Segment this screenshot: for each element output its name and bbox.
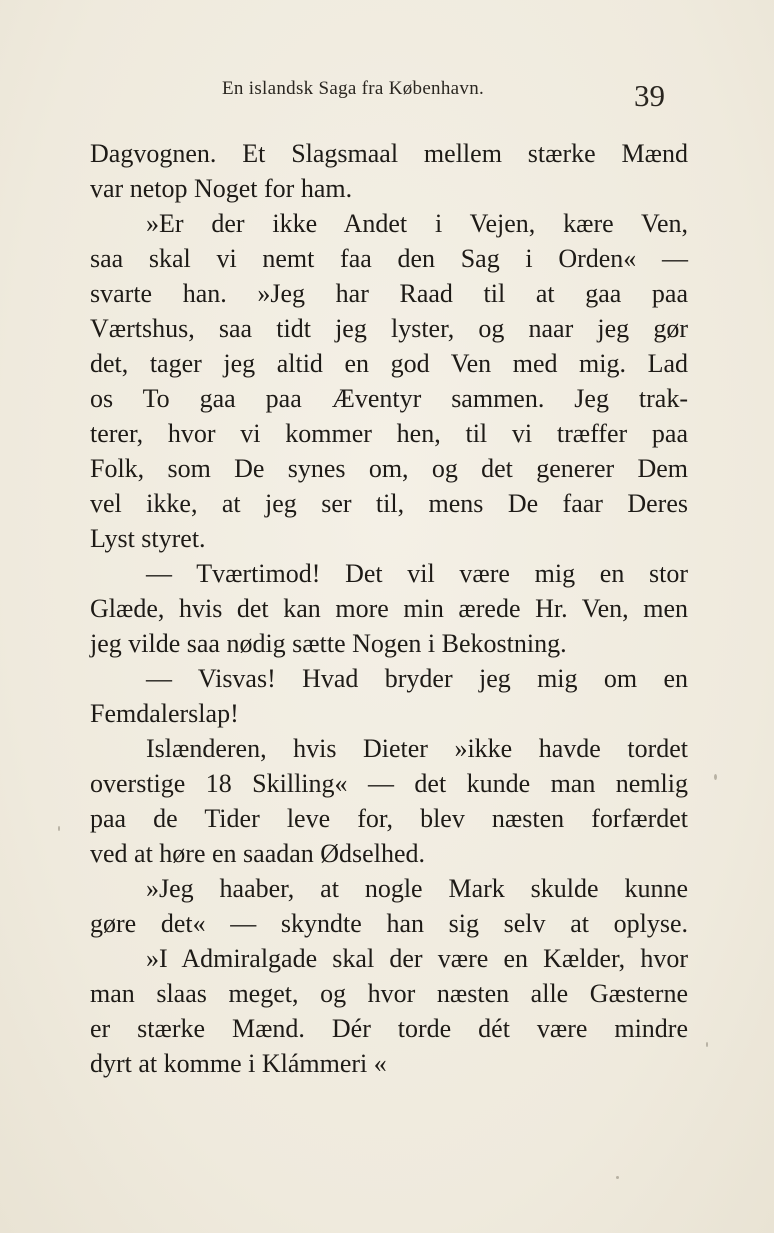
text-line: os To gaa paa Æventyr sammen. Jeg trak- — [90, 384, 688, 413]
text-line: Femdalerslap! — [90, 699, 239, 728]
paper-speck — [58, 826, 60, 831]
text-line: er stærke Mænd. Dér torde dét være mindre — [90, 1014, 688, 1043]
text-line: »Er der ikke Andet i Vejen, kære Ven, — [146, 209, 688, 238]
text-line: Islænderen, hvis Dieter »ikke havde tordet — [146, 734, 688, 763]
paper-speck — [714, 774, 717, 780]
text-line: Glæde, hvis det kan more min ærede Hr. Ven, men — [90, 594, 688, 623]
text-line: vel ikke, at jeg ser til, mens De faar Deres — [90, 489, 688, 518]
text-line: overstige 18 Skilling« — det kunde man nemlig — [90, 769, 688, 798]
text-line: det, tager jeg altid en god Ven med mig. Lad — [90, 349, 688, 378]
text-line: Folk, som De synes om, og det generer Dem — [90, 454, 688, 483]
text-line: ved at høre en saadan Ødselhed. — [90, 839, 425, 868]
text-line: terer, hvor vi kommer hen, til vi træffer paa — [90, 419, 688, 448]
text-line: Dagvognen. Et Slagsmaal mellem stærke Mænd — [90, 139, 688, 168]
text-line: — Tværtimod! Det vil være mig en stor — [146, 559, 688, 588]
text-line: Lyst styret. — [90, 524, 206, 553]
text-line: man slaas meget, og hvor næsten alle Gæsterne — [90, 979, 688, 1008]
running-title: En islandsk Saga fra København. — [222, 78, 485, 99]
running-head — [0, 78, 774, 113]
paper-speck — [706, 1042, 708, 1047]
text-line: var netop Noget for ham. — [90, 174, 353, 203]
text-line: saa skal vi nemt faa den Sag i Orden« — — [90, 244, 688, 273]
paper-speck — [616, 1176, 619, 1179]
text-line: dyrt at komme i Klámmeri « — [90, 1049, 387, 1078]
text-line: Værtshus, saa tidt jeg lyster, og naar jeg gør — [90, 314, 688, 343]
text-line: — Visvas! Hvad bryder jeg mig om en — [146, 664, 688, 693]
text-line: »Jeg haaber, at nogle Mark skulde kunne — [146, 874, 688, 903]
text-line: jeg vilde saa nødig sætte Nogen i Bekostning. — [90, 629, 567, 658]
text-line: gøre det« — skyndte han sig selv at oplyse. — [90, 909, 688, 938]
text-line: paa de Tider leve for, blev næsten forfærdet — [90, 804, 688, 833]
text-line: »I Admiralgade skal der være en Kælder, hvor — [146, 944, 688, 973]
text-line: svarte han. »Jeg har Raad til at gaa paa — [90, 279, 688, 308]
page-number: 39 — [634, 78, 665, 113]
